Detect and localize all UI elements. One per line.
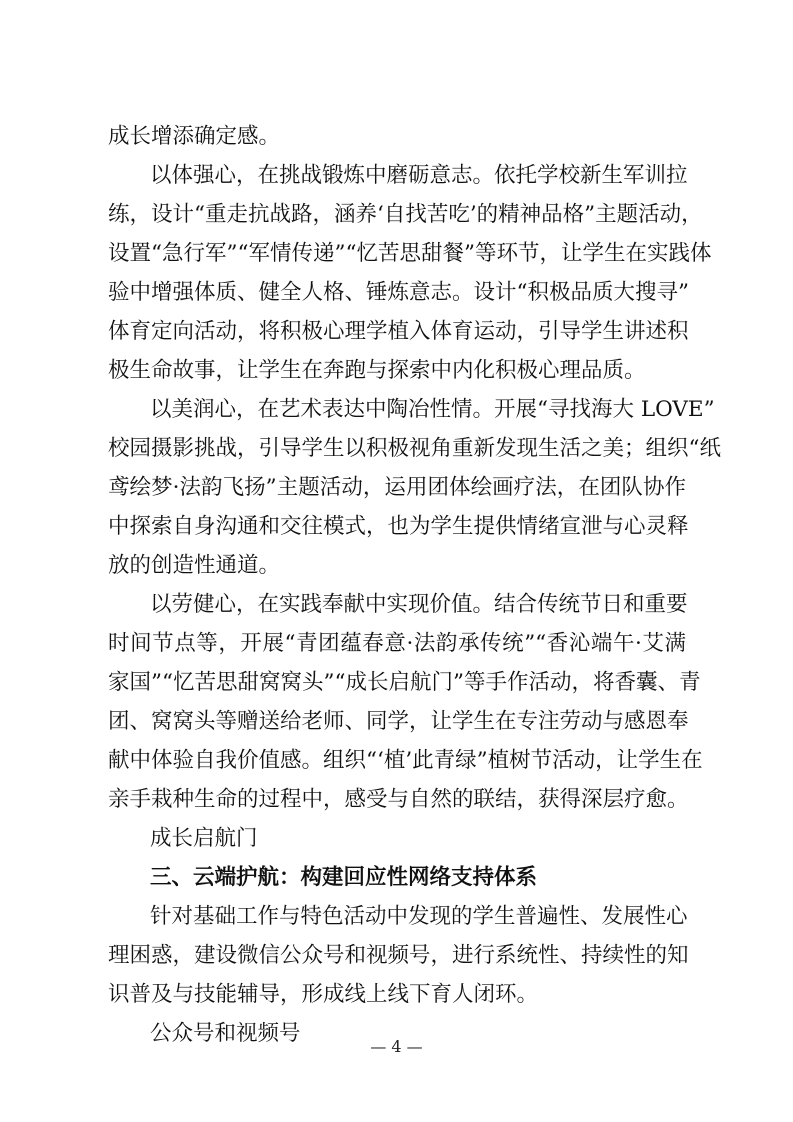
text-line: 亲手栽种生命的过程中，感受与自然的联结，获得深层疗愈。	[108, 787, 689, 812]
text-line: 练，设计“重走抗战路，涵养‘自找苦吃’的精神品格”主题活动，	[108, 202, 703, 227]
text-line: 以美润心，在艺术表达中陶冶性情。开展“寻找海大 LOVE”	[150, 397, 715, 422]
text-line: 设置“急行军”“军情传递”“忆苦思甜餐”等环节，让学生在实践体	[108, 241, 712, 266]
text-line: 校园摄影挑战，引导学生以积极视角重新发现生活之美；组织“纸	[108, 436, 721, 461]
page-number: — 4 —	[370, 1037, 423, 1056]
text-line: 献中体验自我价值感。组织“‘植’此青绿”植树节活动，让学生在	[108, 748, 703, 773]
text-line: 时间节点等，开展“青团蕴春意·法韵承传统”“香沁端午·艾满	[108, 631, 686, 656]
text-line: 家国”“忆苦思甜窝窝头”“成长启航门”等手作活动，将香囊、青	[108, 670, 701, 695]
text-line: 团、窝窝头等赠送给老师、同学，让学生在专注劳动与感恩奉	[108, 709, 689, 734]
text-line: 以体强心，在挑战锻炼中磨砺意志。依托学校新生军训拉	[150, 163, 688, 188]
image-caption: 成长启航门	[150, 826, 258, 851]
image-caption: 公众号和视频号	[150, 1021, 301, 1046]
text-line: 以劳健心，在实践奉献中实现价值。结合传统节日和重要	[150, 592, 688, 617]
text-line: 成长增添确定感。	[108, 124, 281, 149]
text-line: 理困惑，建设微信公众号和视频号，进行系统性、持续性的知	[108, 943, 689, 968]
text-line: 识普及与技能辅导，形成线上线下育人闭环。	[108, 982, 539, 1007]
text-line: 验中增强体质、健全人格、锤炼意志。设计“积极品质大搜寻”	[108, 280, 689, 305]
text-line: 针对基础工作与特色活动中发现的学生普遍性、发展性心	[150, 904, 688, 929]
text-line: 极生命故事，让学生在奔跑与探索中内化积极心理品质。	[108, 358, 646, 383]
text-line: 中探索自身沟通和交往模式，也为学生提供情绪宣泄与心灵释	[108, 514, 689, 539]
text-line: 放的创造性通道。	[108, 553, 281, 578]
text-line: 体育定向活动，将积极心理学植入体育运动，引导学生讲述积	[108, 319, 689, 344]
text-line: 鸢绘梦·法韵飞扬”主题活动，运用团体绘画疗法，在团队协作	[108, 475, 686, 500]
section-heading: 三、云端护航：构建回应性网络支持体系	[150, 865, 538, 890]
